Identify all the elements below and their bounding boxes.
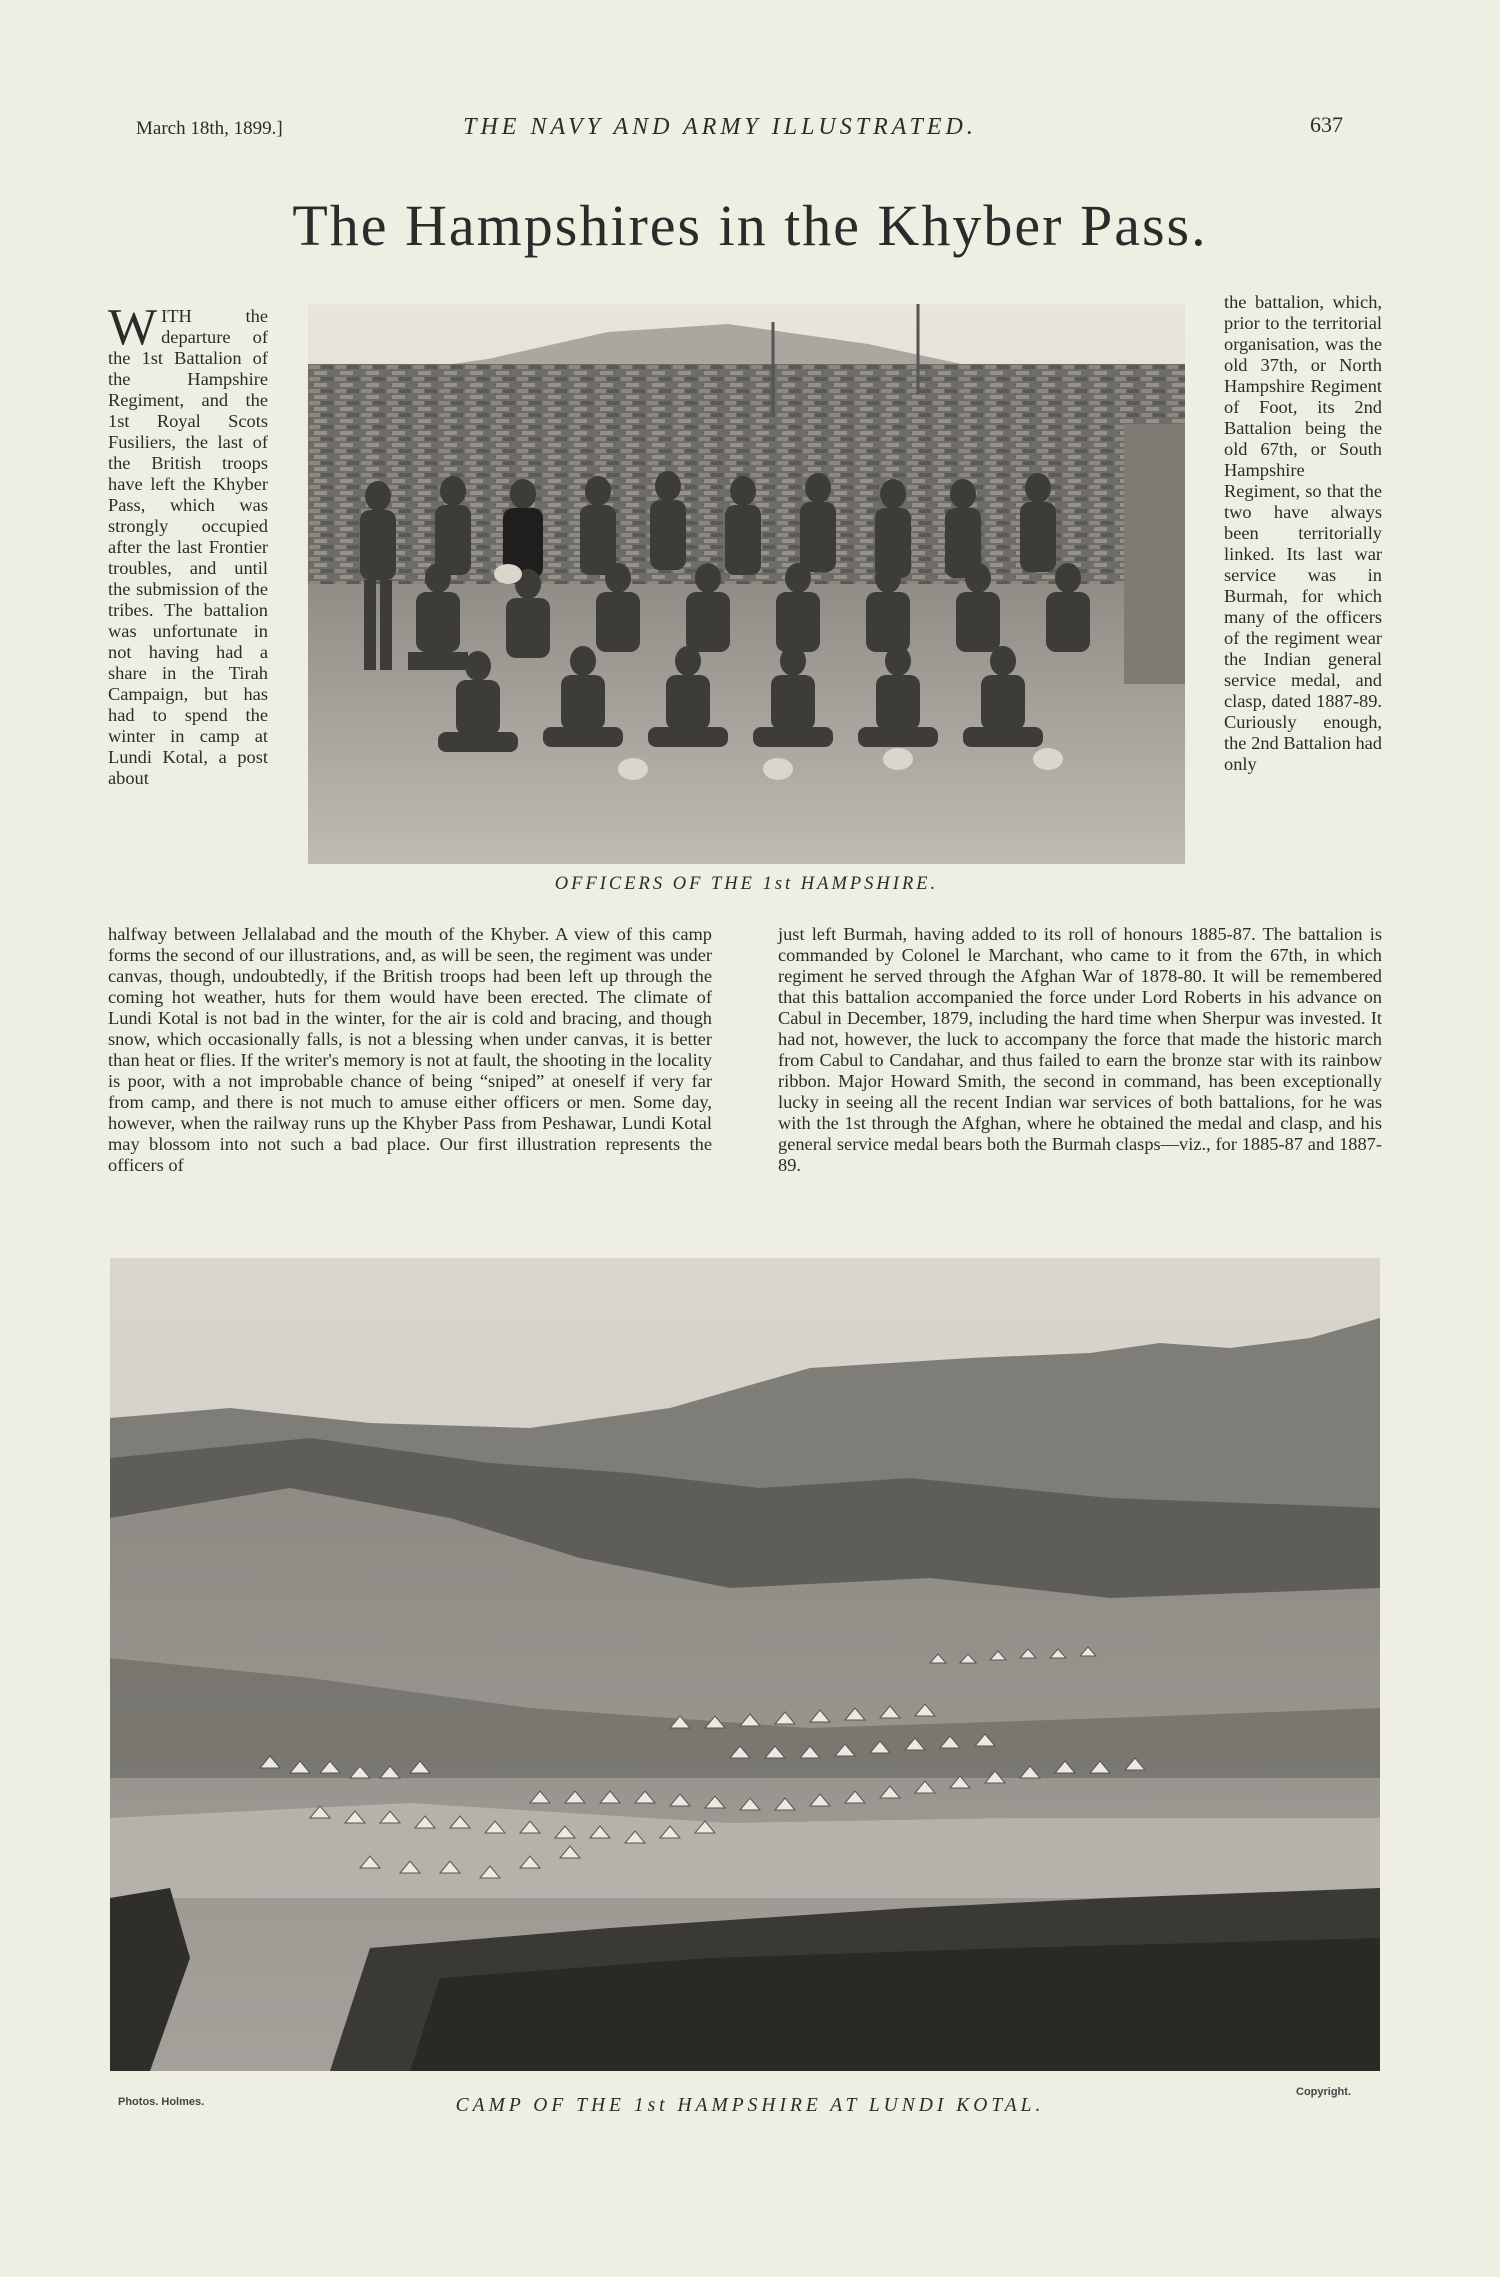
issue-date: March 18th, 1899.] (136, 118, 283, 139)
page-number: 637 (1310, 112, 1343, 137)
officers-photo (308, 304, 1185, 864)
camp-photo-caption: CAMP OF THE 1st HAMPSHIRE AT LUNDI KOTAL. (455, 2095, 1045, 2116)
article-title: The Hampshires in the Khyber Pass. (292, 193, 1208, 258)
camp-photo (110, 1258, 1380, 2071)
article-text-left-wide (108, 924, 712, 1176)
paragraph-left-wide: halfway between Jellalabad and the mouth of the Khyber. A view of this camp forms the second of our illustrations, and, as will be seen, the regiment was under canvas, though, undoubtedly, if the British troops had been left up through the coming hot weather, huts for them would have been erected. The climate of Lundi Kotal is not bad in the winter, for the air is cold and bracing, and though snow, which occasionally falls, is not a blessing when under canvas, it is better than heat or flies. If the writer's memory is not at fault, the shooting in the locality is poor, with a not improbable chance of being “sniped” at oneself if very far from camp, and there is not much to amuse either officers or men. Some day, however, when the railway runs up the Khyber Pass from Peshawar, Lundi Kotal may blossom into not such a bad place. Our first illustration represents the officers of (108, 924, 712, 1175)
article-text-left-narrow (108, 299, 268, 789)
paragraph-right-wide: just left Burmah, having added to its roll of honours 1885-87. The battalion is commanded by Colonel le Marchant, who came to it from the 67th, in which regiment he served through the Afghan War of 1878-80. It will be remembered that this battalion accompanied the force under Lord Roberts in his advance on Cabul in December, 1879, including the hard time when Sherpur was invested. It had not, however, the luck to accompany the force that made the historic march from Cabul to Candahar, and thus failed to earn the bronze star with its rainbow ribbon. Major Howard Smith, the second in command, has been exceptionally lucky in seeing all the recent Indian war services of both battalions, for he was with the 1st through the Afghan, where he obtained the medal and clasp, and his general service medal bears both the Burmah clasps—viz., for 1885-87 and 1887-89. (778, 924, 1382, 1175)
publication-name: THE NAVY AND ARMY ILLUSTRATED. (463, 114, 977, 140)
officers-photo-caption: OFFICERS OF THE 1st HAMPSHIRE. (554, 874, 939, 894)
drop-cap: W (108, 299, 158, 356)
copyright-notice: Copyright. (1296, 2086, 1351, 2098)
paragraph-right-narrow: the battalion, which, prior to the territorial organisation, was the old 37th, or North Hampshire Regiment of Foot, its 2nd Battalion being the old 67th, or South Hampshire Regiment, so that the two have always been territorially linked. Its last war service was in Burmah, for which many of the officers of the regiment wear the Indian general service medal, and clasp, dated 1887-89. Curiously enough, the 2nd Battalion had only (1224, 292, 1382, 774)
paragraph-left-narrow: ITH the departure of the 1st Battalion of the Hampshire Regiment, and the 1st Royal Scots Fusiliers, the last of the British troops have left the Khyber Pass, which was strongly occupied after the last Frontier troubles, and until the submission of the tribes. The battalion was unfortunate in not having had a share in the Tirah Campaign, but has had to spend the winter in camp at Lundi Kotal, a post about (108, 306, 268, 788)
photo-credit: Photos. Holmes. (118, 2096, 205, 2108)
article-text-right-narrow (1224, 292, 1382, 775)
article-text-right-wide (778, 924, 1382, 1176)
